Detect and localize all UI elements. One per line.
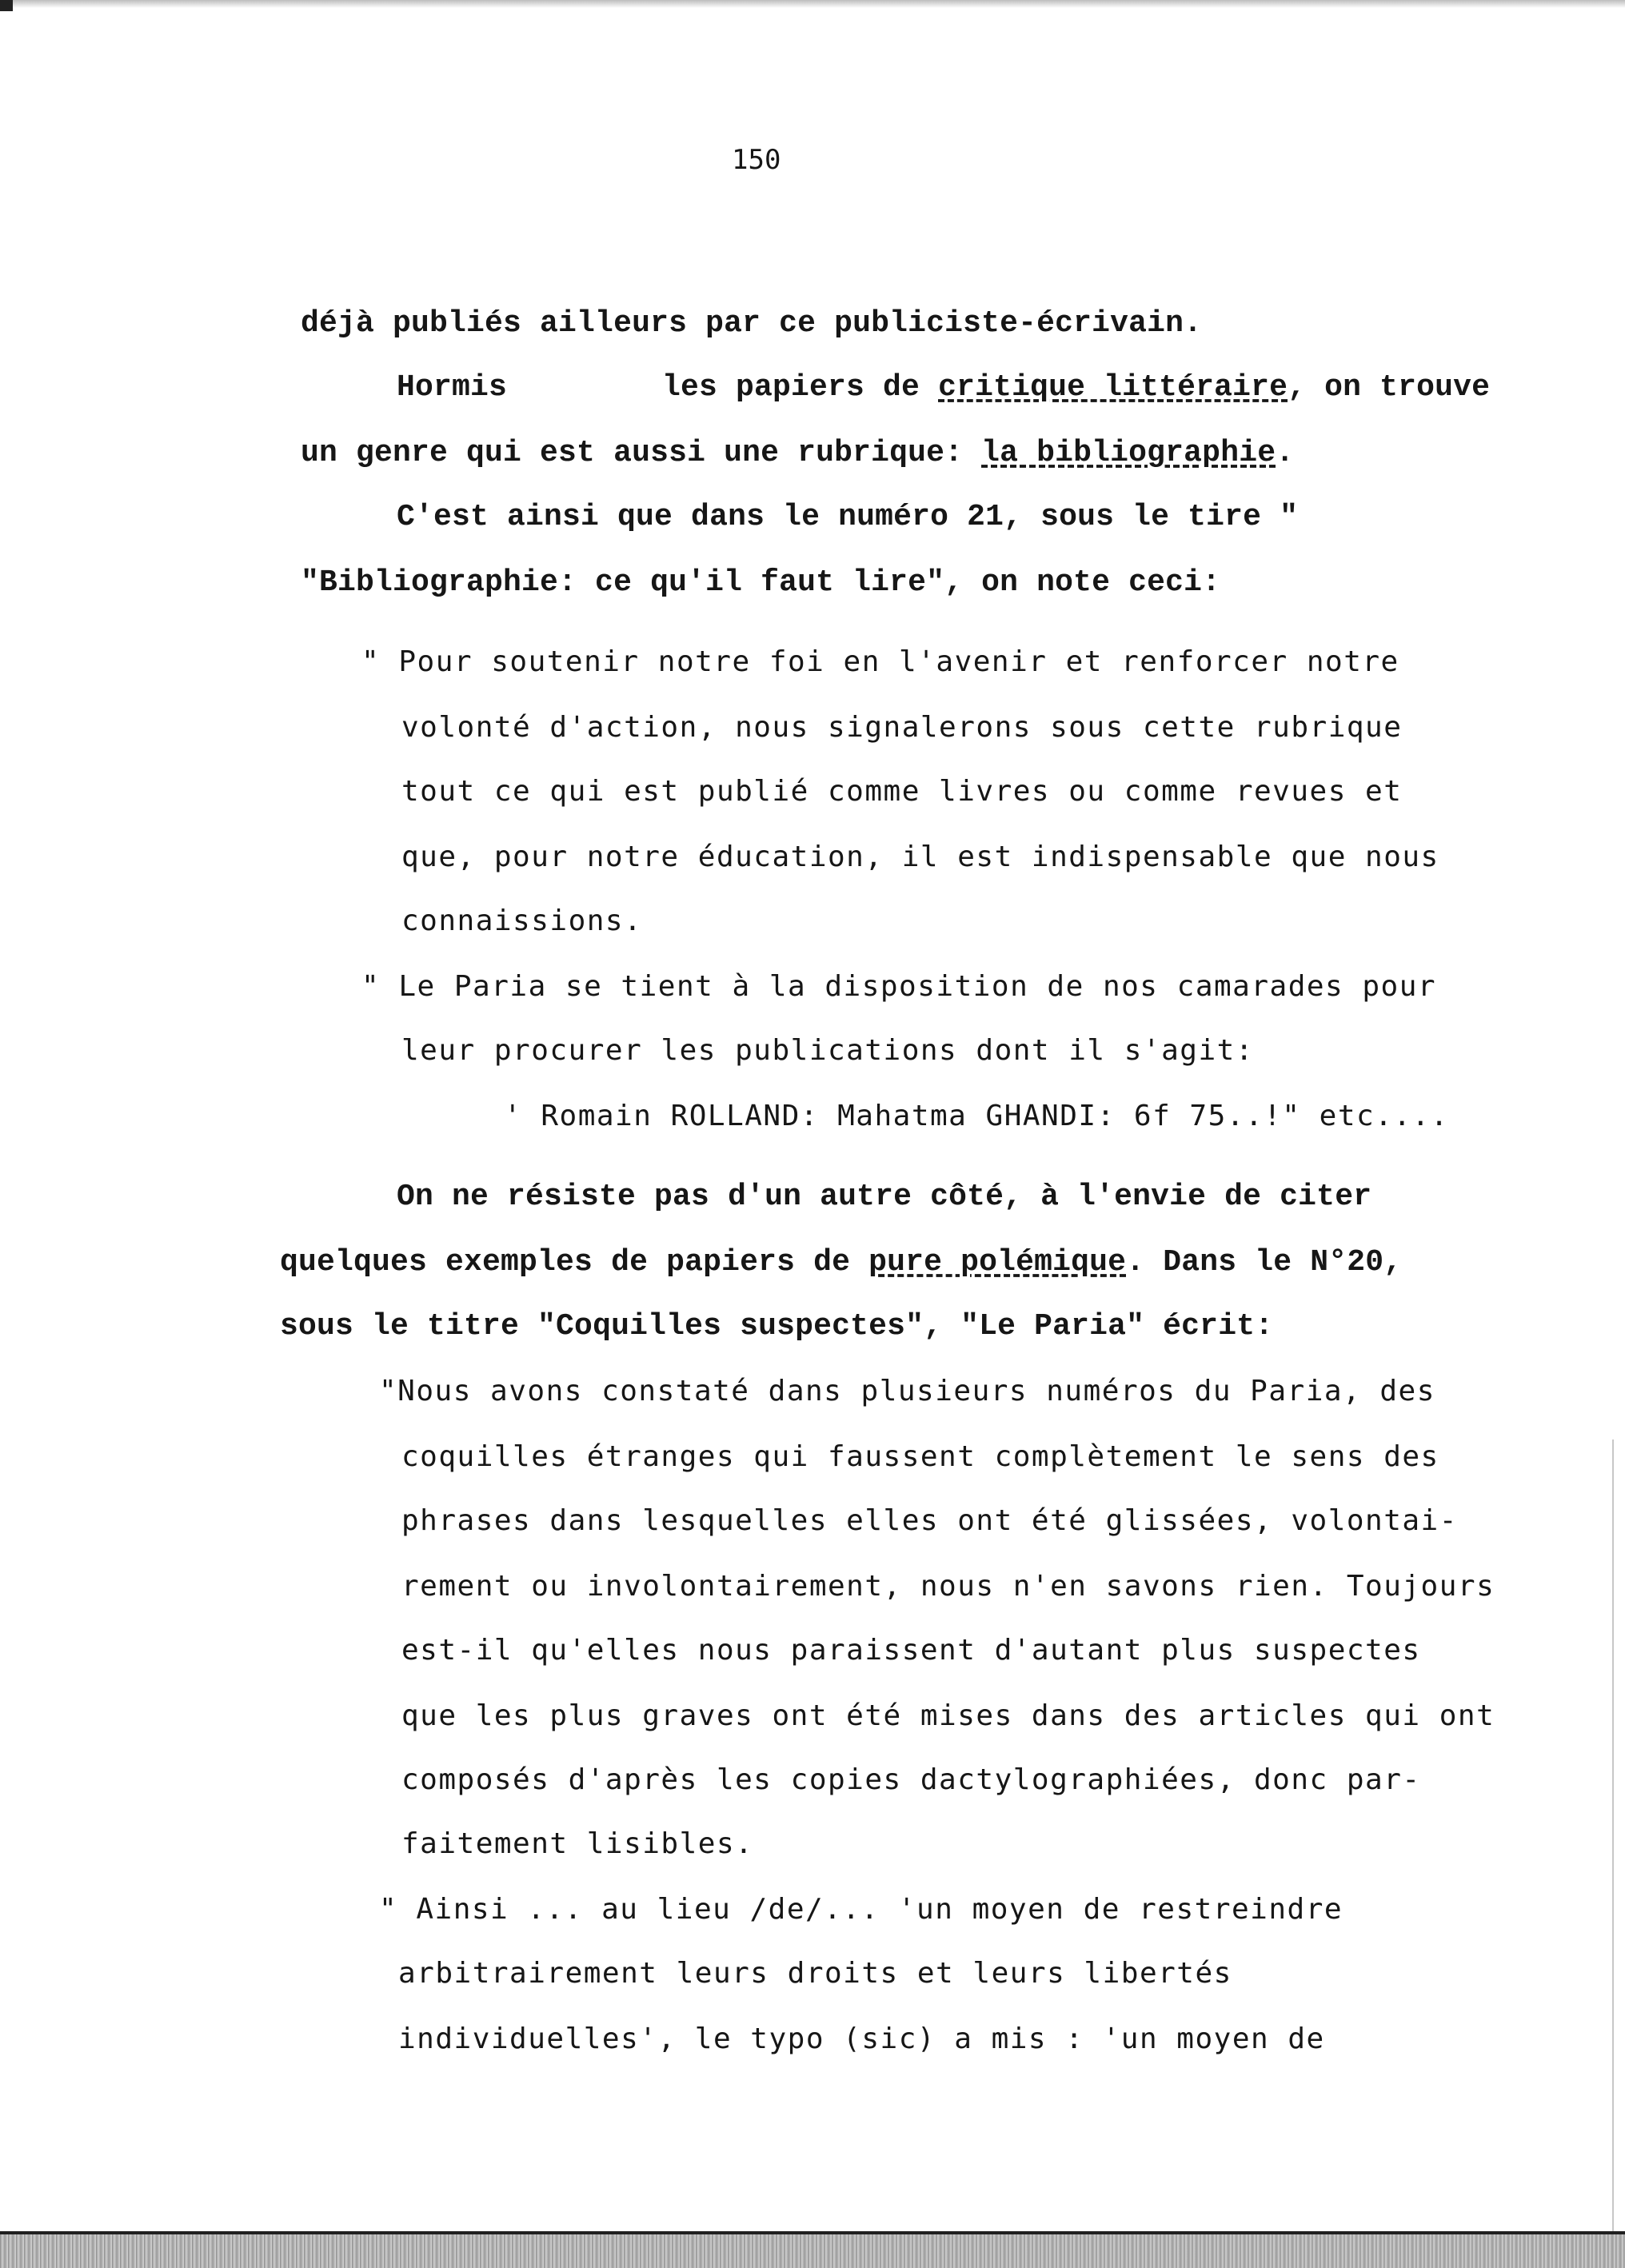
quote-line: composés d'après les copies dactylographiées, donc par- [401,1763,1421,1796]
quote-line: que les plus graves ont été mises dans des articles qui ont [401,1699,1495,1732]
quote-line: faitement lisibles. [401,1827,754,1860]
quote-line: est-il qu'elles nous paraissent d'autant plus suspectes [401,1634,1421,1667]
quote-line: volonté d'action, nous signalerons sous cette rubrique [401,711,1403,744]
page-number: 150 [732,144,781,176]
quote-line: " Pour soutenir notre foi en l'avenir et renforcer notre [361,645,1399,678]
quote-line: ' Romain ROLLAND: Mahatma GHANDI: 6f 75..!" etc.... [504,1100,1449,1132]
quote-line: connaissions. [401,904,643,937]
scan-top-edge [0,0,1625,8]
text-line: déjà publiés ailleurs par ce publiciste-écrivain. [301,306,1203,341]
quote-line: individuelles', le typo (sic) a mis : 'un moyen de [398,2022,1325,2055]
text-line: On ne résiste pas d'un autre côté, à l'envie de citer [397,1180,1372,1214]
text-line: les papiers de critique littéraire, on trouve [662,370,1491,405]
quote-line: arbitrairement leurs droits et leurs libertés [398,1957,1232,1990]
quote-line: " Le Paria se tient à la disposition de nos camarades pour [361,970,1437,1003]
text-line: un genre qui est aussi une rubrique: la bibliographie. [301,436,1295,470]
quote-line: leur procurer les publications dont il s'agit: [401,1034,1254,1067]
quote-line: rement ou involontairement, nous n'en savons rien. Toujours [401,1570,1495,1603]
quote-line: "Nous avons constaté dans plusieurs numéros du Paria, des [379,1375,1435,1408]
underlined-term-pure-polemique: pure polémique [868,1245,1127,1280]
scan-margin-line [1612,1439,1614,2231]
quote-line: coquilles étranges qui faussent complètement le sens des [401,1440,1439,1473]
quote-line: " Ainsi ... au lieu /de/... 'un moyen de restreindre [379,1893,1344,1926]
underlined-term-la-bibliographie: la bibliographie [981,436,1276,470]
text-line: "Bibliographie: ce qu'il faut lire", on note ceci: [301,565,1221,600]
text-line: sous le titre "Coquilles suspectes", "Le Paria" écrit: [280,1309,1274,1344]
quote-line: phrases dans lesquelles elles ont été glissées, volontai- [401,1504,1458,1537]
text-line: C'est ainsi que dans le numéro 21, sous le tire " [397,500,1299,534]
underlined-term-critique-litteraire: critique littéraire [938,370,1288,405]
scan-bottom-band [0,2231,1625,2268]
text-line: quelques exemples de papiers de pure polémique. Dans le N°20, [280,1245,1403,1280]
quote-line: que, pour notre éducation, il est indispensable que nous [401,841,1439,873]
quote-line: tout ce qui est publié comme livres ou comme revues et [401,775,1403,808]
text-line: Hormis [397,370,508,405]
scan-corner-mark [0,0,13,11]
